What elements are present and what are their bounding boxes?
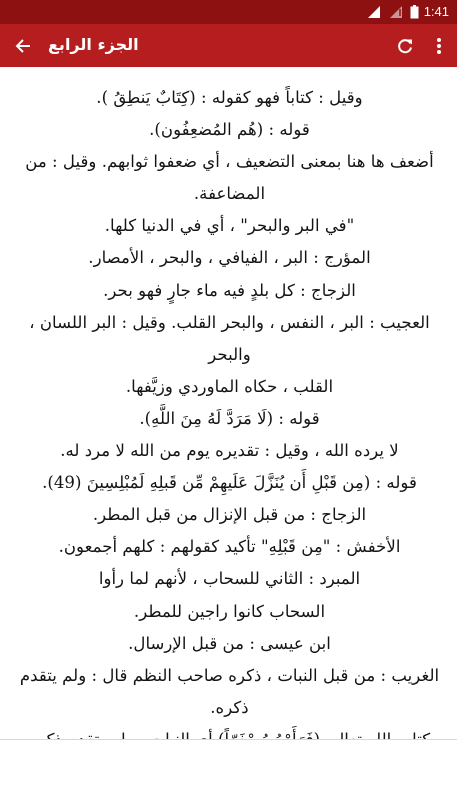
text-line: "في البر والبحر" ، أي في الدنيا كلها. bbox=[104, 216, 355, 236]
text-line: الزجاج : كل بلدٍ فيه ماء جارٍ فهو بحر. bbox=[103, 280, 356, 300]
text-line: قوله : (هُم المُضعِفُون). bbox=[149, 120, 310, 140]
text-line: قوله : (لَا مَرَدَّ لَهُ مِنَ اللَّهِ). bbox=[139, 408, 320, 428]
back-button[interactable] bbox=[6, 29, 40, 63]
text-line: قوله : (مِن قَبْلِ أَن يُنَزَّلَ عَلَيهِمْ مِّن قَبلِهِ لَمُبْلِسِينَ (49). bbox=[42, 473, 417, 493]
text-line: الزجاج : من قبل الإنزال من قبل المطر. bbox=[92, 505, 367, 525]
wifi-icon bbox=[389, 5, 403, 19]
status-bar bbox=[0, 0, 457, 24]
more-options-button[interactable] bbox=[426, 29, 452, 63]
refresh-icon bbox=[396, 37, 414, 55]
text-line: العجيب : البر ، النفس ، والبحر القلب. وقيل : البر اللسان ، والبحر bbox=[29, 312, 430, 364]
text-line: الأخفش : "مِن قَبْلِهِ" تأكيد كقولهم : كلهم أجمعون. bbox=[58, 537, 401, 557]
arrow-left-icon bbox=[14, 37, 32, 55]
app-bar bbox=[0, 24, 457, 67]
refresh-button[interactable] bbox=[388, 29, 422, 63]
signal-icon bbox=[367, 5, 381, 19]
verse-list bbox=[0, 67, 457, 788]
text-line: المؤرج : البر ، الفيافي ، والبحر ، الأمصار. bbox=[88, 248, 371, 268]
bottom-blank-area bbox=[0, 740, 457, 800]
text-content[interactable] bbox=[0, 67, 457, 740]
text-line: المبرد : الثاني للسحاب ، لأنهم لما رأوا bbox=[98, 569, 361, 589]
battery-icon bbox=[410, 5, 419, 19]
text-line: ابن عيسى : من قبل الإرسال. bbox=[128, 633, 331, 653]
text-line: أضعف ها هنا بمعنى التضعيف ، أي ضعفوا ثوابهم. وقيل : من المضاعفة. bbox=[25, 152, 434, 204]
text-line: القلب ، حكاه الماوردي وزيَّفها. bbox=[125, 376, 334, 396]
text-line: السحاب كانوا راجين للمطر. bbox=[133, 601, 326, 621]
status-time: 1:41 bbox=[423, 4, 449, 19]
text-line: وقيل : كتاباً فهو كقوله : (كِتَابٌ يَنطِقُ ). bbox=[96, 88, 363, 107]
text-line: لا يرده الله ، وقيل : تقديره يوم من الله لا مرد له. bbox=[60, 441, 399, 461]
text-line: الغريب : من قبل النبات ، ذكره صاحب النظم قال : ولم يتقدم ذكره. bbox=[19, 665, 440, 717]
more-vertical-icon bbox=[436, 37, 442, 55]
page-title: الجزء الرابع bbox=[48, 35, 139, 54]
